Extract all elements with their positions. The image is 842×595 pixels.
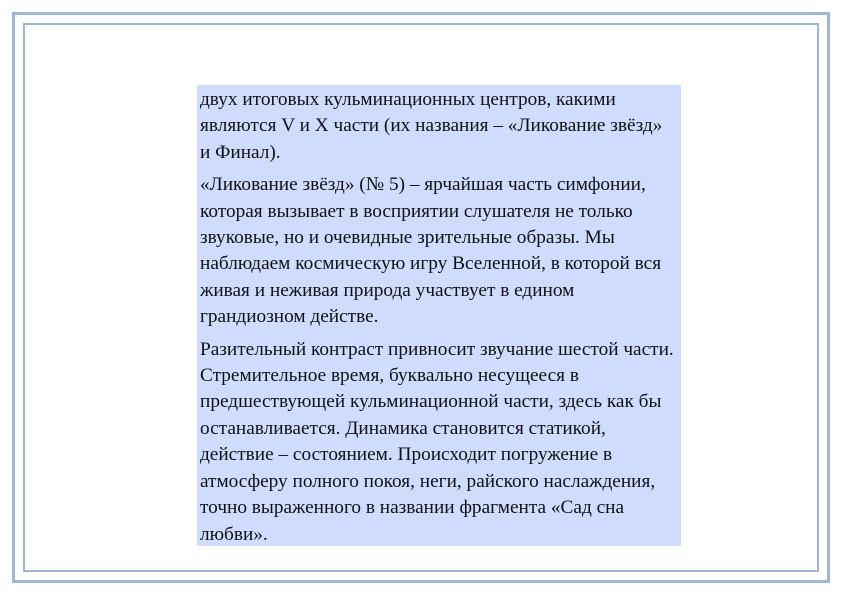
paragraph-3: Разительный контраст привносит звучание шестой части. Стремительное время, буквально несущееся в предшествующей кульминационной части, здесь как бы останавливается. Динамика становится статикой, действие – состоянием. Происходит погружение в атмосферу полного покоя, неги, райского наслаждения, точно выраженного в названии фрагмента «Сад сна любви».	[200, 338, 674, 545]
paragraph-1: двух итоговых кульминационных центров, какими являются V и X части (их названия – «Ликование звёзд» и Финал).	[200, 89, 663, 163]
paragraph-2: «Ликование звёзд» (№ 5) – ярчайшая часть симфонии, которая вызывает в восприятии слушателя не только звуковые, но и очевидные зрительные образы. Мы наблюдаем космическую игру Вселенной, в которой вся живая и неживая природа участвует в едином грандиозном действе.	[200, 174, 662, 328]
text-block	[197, 85, 681, 546]
